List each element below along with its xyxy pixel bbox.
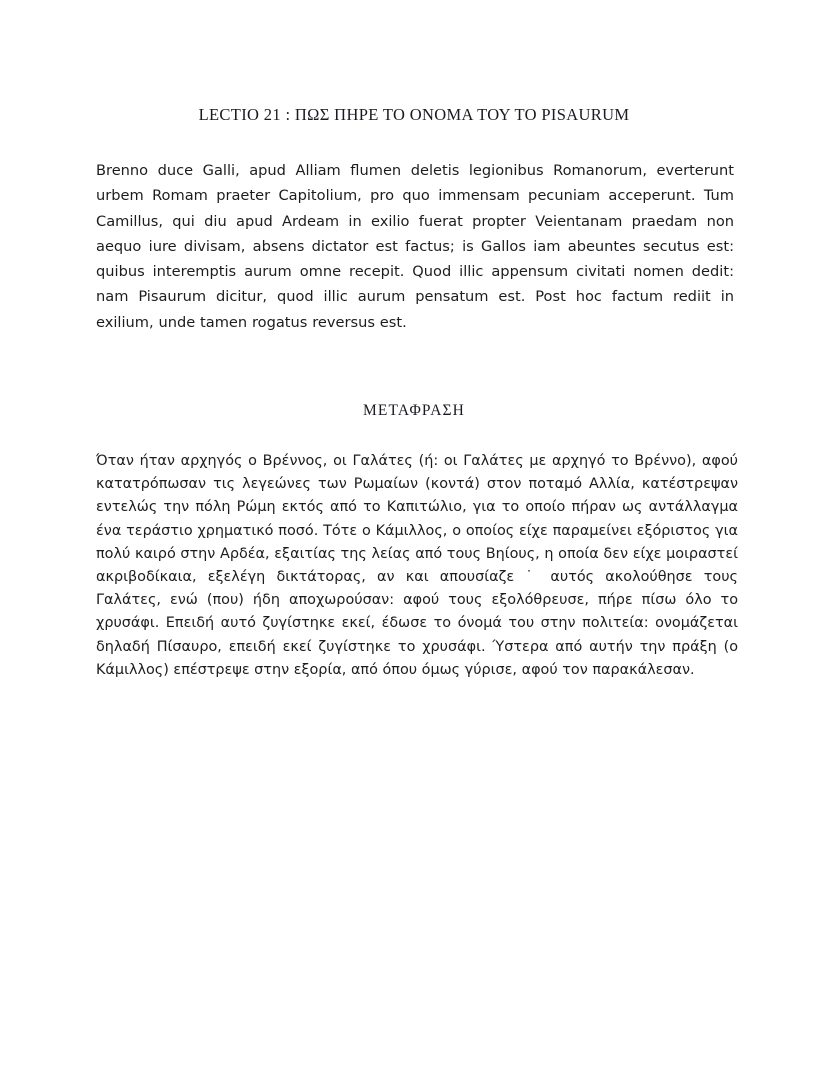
greek-translation-paragraph: Όταν ήταν αρχηγός ο Βρέννος, οι Γαλάτες (ή: οι Γαλάτες με αρχηγό το Βρέννο), αφού κατατρόπωσαν τις λεγεώνες των Ρωμαίων (κοντά) στον ποταμό Αλλία, κατέστρεψαν εντελώς την πόλη Ρώμη εκτός από το Καπιτώλιο, για το οποίο πήραν ως αντάλλαγμα ένα τεράστιο χρηματικό ποσό. Τότε ο Κάμιλλος, ο οποίος είχε παραμείνει εξόριστος για πολύ καιρό στην Αρδέα, εξαιτίας της λείας από τους Βηίους, η οποία δεν είχε μοιραστεί ακριβοδίκαια, εξελέγη δικτάτορας, αν και απουσίαζε ˙ αυτός ακολούθησε τους Γαλάτες, ενώ (που) ήδη αποχωρούσαν: αφού τους εξολόθρευσε, πήρε πίσω όλο το χρυσάφι. Επειδή αυτό ζυγίστηκε εκεί, έδωσε το όνομά του στην πολιτεία: ονομάζεται δηλαδή Πίσαυρο, επειδή εκεί ζυγίστηκε το χρυσάφι. Ύστερα από αυτήν την πράξη (ο Κάμιλλος) επέστρεψε στην εξορία, από όπου όμως γύρισε, αφού τον παρακάλεσαν. bbox=[96, 453, 738, 678]
page-title: LECTIO 21 : ΠΩΣ ΠΗΡΕ ΤΟ ΟΝΟΜΑ ΤΟΥ ΤΟ PISAURUM bbox=[198, 105, 630, 125]
latin-paragraph: Brenno duce Galli, apud Alliam flumen deletis legionibus Romanorum, everterunt urbem Romam praeter Capitolium, pro quo immensam pecuniam acceperunt. Tum Camillus, qui diu apud Ardeam in exilio fuerat propter Veientanam praedam non aequo iure divisam, absens dictator est factus; is Gallos iam abeuntes secutus est: quibus interemptis aurum omne recepit. Quod illic appensum civitati nomen dedit: nam Pisaurum dicitur, quod illic aurum pensatum est. Post hoc factum rediit in exilium, unde tamen rogatus reversus est. bbox=[96, 162, 734, 331]
latin-text-block bbox=[96, 158, 734, 335]
greek-text-block bbox=[96, 450, 738, 682]
translation-heading: ΜΕΤΑΦΡΑΣΗ bbox=[363, 401, 465, 419]
